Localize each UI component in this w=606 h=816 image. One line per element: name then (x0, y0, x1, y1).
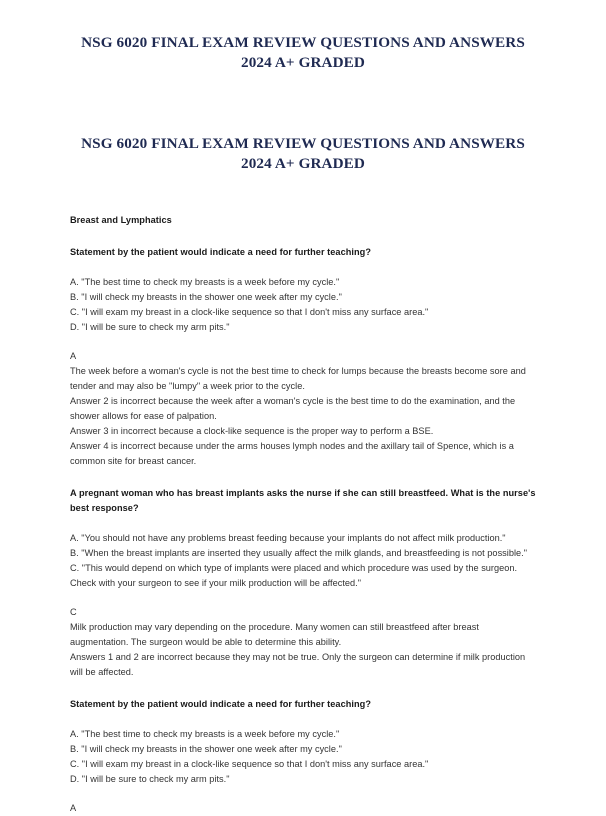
question-block-3 (70, 697, 536, 816)
question-block-2 (70, 486, 536, 680)
answer-option: B. "I will check my breasts in the shower one week after my cycle." (70, 291, 342, 302)
rationale-line: Answers 1 and 2 are incorrect because they may not be true. Only the surgeon can determine if milk production will be affected. (70, 651, 526, 677)
question-block-1 (70, 245, 536, 469)
answer-key: A (70, 350, 77, 361)
document-title-secondary: NSG 6020 FINAL EXAM REVIEW QUESTIONS AND ANSWERS 2024 A+ GRADED (81, 135, 525, 173)
question-prompt: A pregnant woman who has breast implants asks the nurse if she can still breastfeed. What is the nurse's best response? (70, 487, 536, 513)
question-prompt: Statement by the patient would indicate a need for further teaching? (70, 698, 372, 709)
answer-option: B. "I will check my breasts in the shower one week after my cycle." (70, 743, 342, 754)
answer-option: C. "This would depend on which type of implants were placed and which procedure was used by the surgeon. Check with your surgeon to see if your milk production will be affected." (70, 562, 518, 588)
answer-options-list (70, 275, 536, 335)
rationale-block (70, 364, 536, 469)
rationale-block (70, 620, 536, 680)
answer-option: C. "I will exam my breast in a clock-like sequence so that I don't miss any surface area." (70, 306, 429, 317)
document-body (70, 174, 536, 815)
rationale-line: Answer 4 is incorrect because under the arms houses lymph nodes and the axillary tail of Spence, which is a common site for breast cancer. (70, 440, 514, 466)
answer-key: C (70, 606, 77, 617)
question-prompt: Statement by the patient would indicate a need for further teaching? (70, 247, 372, 258)
answer-key: A (70, 802, 77, 813)
document-title-primary: NSG 6020 FINAL EXAM REVIEW QUESTIONS AND ANSWERS 2024 A+ GRADED (81, 34, 525, 72)
rationale-line: The week before a woman's cycle is not the best time to check for lumps because the breasts become sore and tender and may also be "lumpy" a week prior to the cycle. (70, 365, 526, 391)
answer-option: B. "When the breast implants are inserted they usually affect the milk glands, and breastfeeding is not possible." (70, 547, 528, 558)
answer-options-list (70, 727, 536, 787)
answer-option: C. "I will exam my breast in a clock-like sequence so that I don't miss any surface area." (70, 758, 429, 769)
section-label-breast-and-lymphatics: Breast and Lymphatics (70, 215, 172, 226)
rationale-line: Answer 3 in incorrect because a clock-like sequence is the proper way to perform a BSE. (70, 425, 434, 436)
answer-option: D. "I will be sure to check my arm pits." (70, 321, 230, 332)
answer-option: D. "I will be sure to check my arm pits." (70, 773, 230, 784)
answer-options-list (70, 531, 536, 591)
rationale-line: Milk production may vary depending on the procedure. Many women can still breastfeed after breast augmentation. The surgeon would be able to determine this ability. (70, 621, 479, 647)
answer-option: A. "You should not have any problems breast feeding because your implants do not affect milk production." (70, 532, 506, 543)
answer-option: A. "The best time to check my breasts is a week before my cycle." (70, 276, 340, 287)
answer-option: A. "The best time to check my breasts is a week before my cycle." (70, 728, 340, 739)
rationale-line: Answer 2 is incorrect because the week after a woman's cycle is the best time to do the examination, and the shower allows for ease of palpation. (70, 395, 516, 421)
